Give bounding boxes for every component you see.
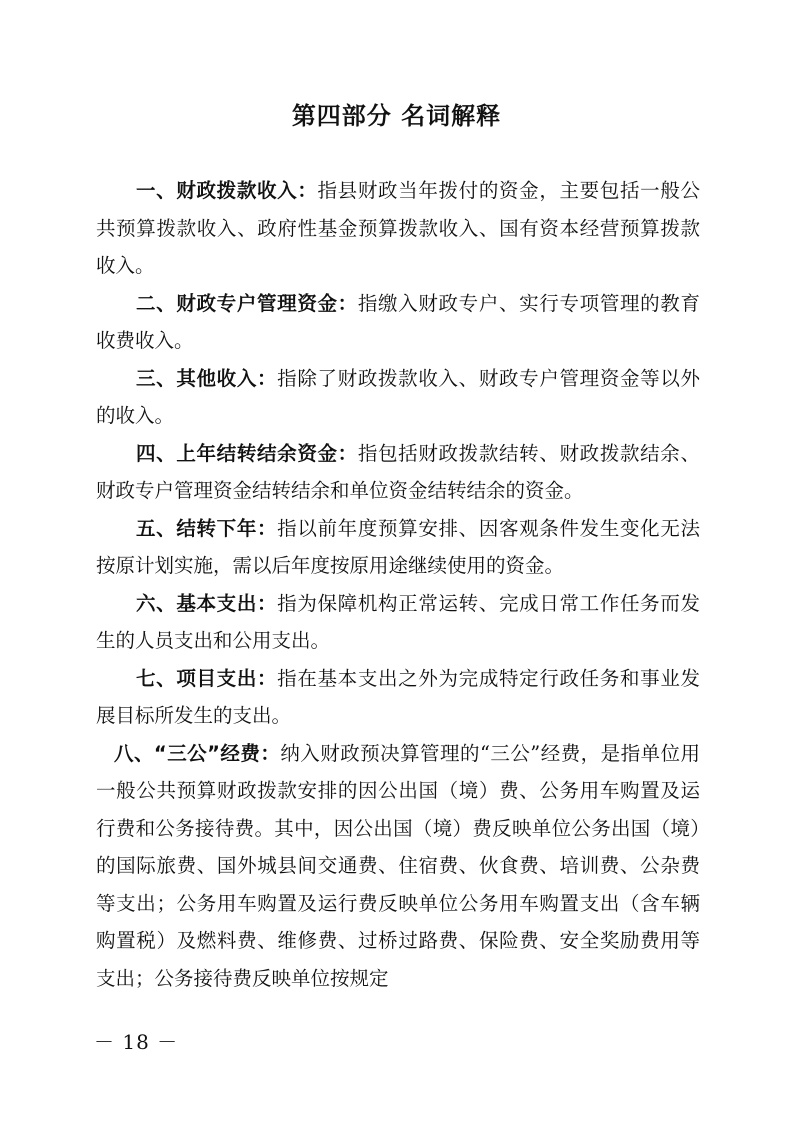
definition-2: 指缴入财政专户、实行专项管理的教育收费收入。 — [96, 291, 700, 352]
definition-1: 指县财政当年拨付的资金，主要包括一般公共预算拨款收入、政府性基金预算拨款收入、国有资本经营预算拨款收入。 — [96, 179, 700, 277]
definition-paragraph-6 — [96, 585, 700, 660]
definition-3: 指除了财政拨款收入、财政专户管理资金等以外的收入。 — [96, 366, 700, 427]
term-7: 七、项目支出： — [136, 666, 278, 690]
definition-paragraph-4 — [96, 435, 700, 510]
definition-paragraph-7 — [96, 660, 700, 735]
section-title: 第四部分 名词解释 — [291, 102, 502, 130]
term-4: 四、上年结转结余资金： — [136, 441, 358, 465]
definition-8: 纳入财政预决算管理的“三公”经费，是指单位用一般公共预算财政拨款安排的因公出国（境）费、公务用车购置及运行费和公务接待费。其中，因公出国（境）费反映单位公务出国（境）的国际旅费、国外城县间交通费、住宿费、伙食费、培训费、公杂费等支出；公务用车购置及运行费反映单位公务用车购置支出（含车辆购置税）及燃料费、维修费、过桥过路费、保险费、安全奖励费用等支出；公务接待费反映单位按规定 — [96, 741, 700, 990]
definition-5: 指以前年度预算安排、因客观条件发生变化无法按原计划实施，需以后年度按原用途继续使用的资金。 — [96, 516, 700, 577]
definition-paragraph-8 — [96, 735, 700, 998]
term-2: 二、财政专户管理资金： — [136, 291, 358, 315]
term-6: 六、基本支出： — [136, 591, 278, 615]
definition-6: 指为保障机构正常运转、完成日常工作任务而发生的人员支出和公用支出。 — [96, 591, 700, 652]
term-3: 三、其他收入： — [136, 366, 278, 390]
term-1: 一、财政拨款收入： — [136, 179, 318, 202]
page-number: － 18 － — [94, 1030, 179, 1054]
definition-list — [96, 172, 700, 997]
definition-paragraph-5 — [96, 510, 700, 585]
definition-7: 指在基本支出之外为完成特定行政任务和事业发展目标所发生的支出。 — [96, 666, 700, 727]
term-5: 五、结转下年： — [136, 516, 278, 540]
definition-paragraph-2 — [96, 285, 700, 360]
definition-4: 指包括财政拨款结转、财政拨款结余、财政专户管理资金结转结余和单位资金结转结余的资金。 — [96, 441, 700, 502]
definition-paragraph-3 — [96, 360, 700, 435]
term-8: 八、“三公”经费： — [114, 741, 281, 765]
definition-paragraph-1 — [96, 172, 700, 285]
